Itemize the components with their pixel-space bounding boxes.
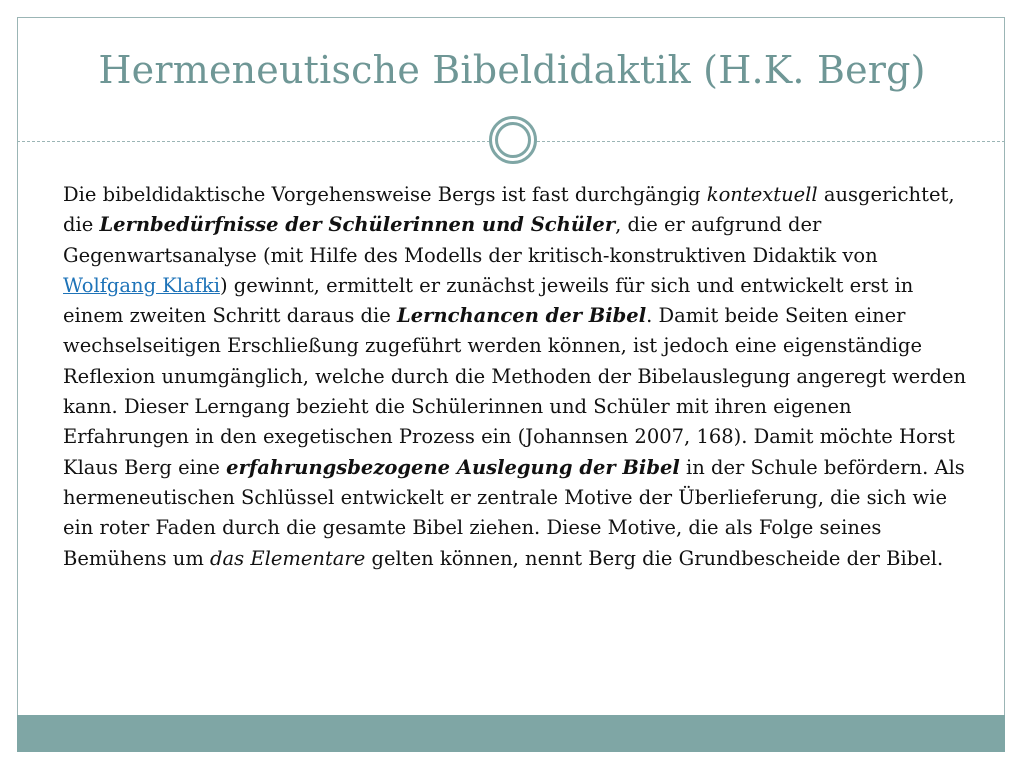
emphasis-kontextuell: kontextuell — [706, 183, 818, 206]
text-segment: . Damit beide Seiten einer wechselseitigen Erschließung zugeführt werden können, ist jedoch eine eigenständige Reflexion unumgänglich, welche durch die Methoden der Bibelauslegung angeregt werden kann. Dieser Lerngang bezieht die Schülerinnen und Schüler mit ihren eigenen Erfahrungen in den exegetischen Prozess ein (Johannsen 2007, 168). Damit möchte Horst Klaus Berg eine — [63, 304, 967, 479]
text-segment: , die er aufgrund der Gegenwartsanalyse (mit Hilfe des Modells der kritisch-konstruktiven Didaktik von — [63, 213, 878, 267]
text-segment: Die bibeldidaktische Vorgehensweise Bergs ist fast durchgängig — [63, 183, 707, 206]
bold-lernchancen: Lernchancen der Bibel — [397, 304, 647, 328]
slide-title: Hermeneutische Bibeldidaktik (H.K. Berg) — [98, 48, 926, 92]
text-segment: ) gewinnt, ermittelt er zunächst jeweils für sich und entwickelt erst in einem zweiten Schritt daraus die — [63, 273, 914, 328]
link-wolfgang-klafki[interactable]: Wolfgang Klafki — [63, 273, 220, 297]
bold-lernbeduerfnisse: Lernbedürfnisse der Schülerinnen und Schüler — [99, 213, 616, 237]
text-segment: gelten können, nennt Berg die Grundbescheide der Bibel. — [365, 546, 944, 570]
inner-circle — [495, 122, 531, 158]
bold-erfahrungsbezogene-auslegung: erfahrungsbezogene Auslegung der Bibel — [226, 455, 680, 479]
emphasis-das-elementare: das Elementare — [210, 546, 366, 570]
double-circle-icon — [489, 116, 537, 164]
text-segment: ausgerichtet, die — [63, 183, 955, 237]
footer-bar — [17, 715, 1005, 752]
body-paragraph — [63, 180, 973, 574]
text-segment: in der Schule befördern. Als hermeneutischen Schlüssel entwickelt er zentrale Motive der Überlieferung, die sich wie ein roter Faden durch die gesamte Bibel ziehen. Diese Motive, die als Folge seines Bemühens um — [63, 455, 965, 570]
